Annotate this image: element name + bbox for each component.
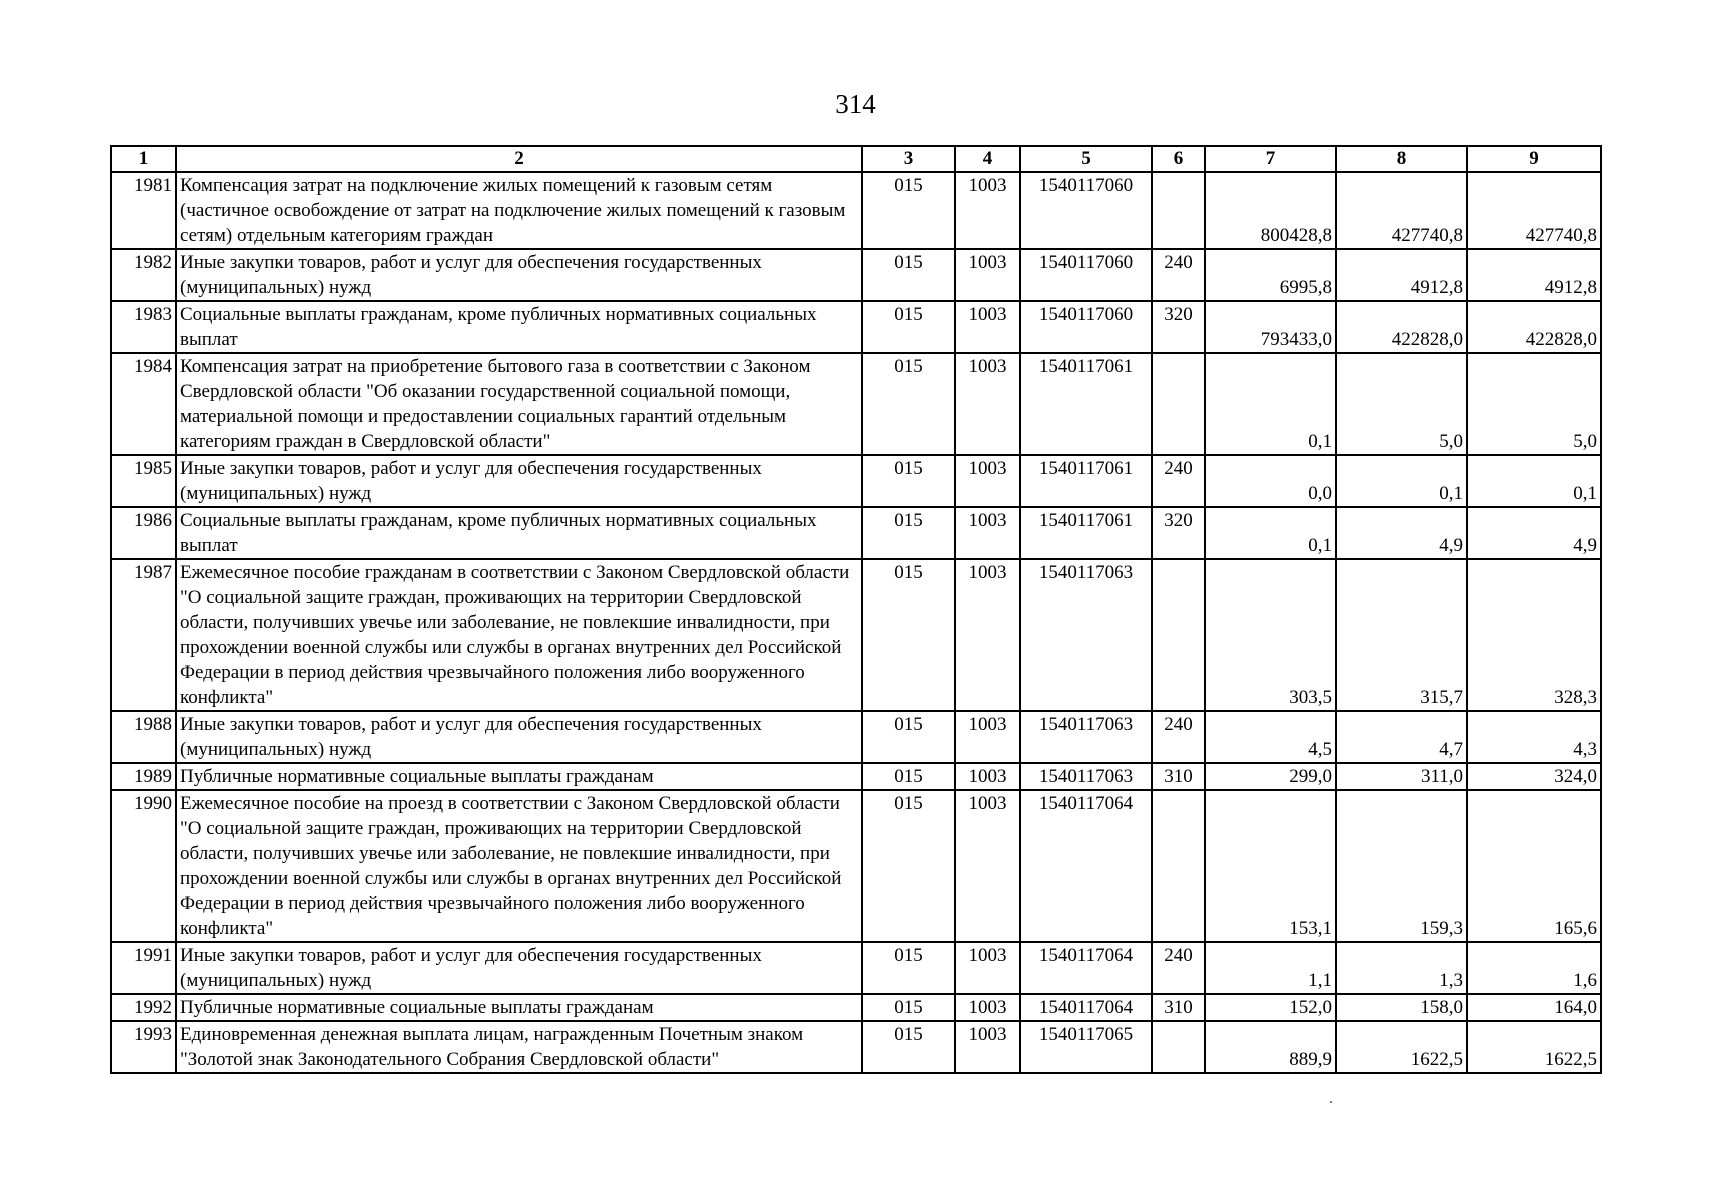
row-number-cell: 1989 xyxy=(111,763,176,790)
amount-7-cell: 800428,8 xyxy=(1205,172,1336,249)
amount-7-cell: 889,9 xyxy=(1205,1021,1336,1073)
code-6-cell xyxy=(1152,559,1205,711)
column-header-4: 4 xyxy=(955,146,1020,172)
page-number: 314 xyxy=(835,89,876,119)
code-3-cell: 015 xyxy=(862,559,955,711)
amount-8-cell: 5,0 xyxy=(1336,353,1467,455)
code-4-cell: 1003 xyxy=(955,172,1020,249)
code-3-cell: 015 xyxy=(862,942,955,994)
code-3-cell: 015 xyxy=(862,790,955,942)
code-5-cell: 1540117061 xyxy=(1020,353,1152,455)
table-row xyxy=(111,1021,1601,1073)
row-number-cell: 1981 xyxy=(111,172,176,249)
item-name-cell: Публичные нормативные социальные выплаты гражданам xyxy=(176,994,862,1021)
amount-7-cell: 1,1 xyxy=(1205,942,1336,994)
amount-8-cell: 4,7 xyxy=(1336,711,1467,763)
item-name-cell: Иные закупки товаров, работ и услуг для обеспечения государственных (муниципальных) нужд xyxy=(176,711,862,763)
code-5-cell: 1540117060 xyxy=(1020,172,1152,249)
table-row xyxy=(111,942,1601,994)
code-3-cell: 015 xyxy=(862,1021,955,1073)
amount-9-cell: 427740,8 xyxy=(1467,172,1601,249)
code-6-cell: 320 xyxy=(1152,507,1205,559)
header-row xyxy=(111,146,1601,172)
table-row xyxy=(111,301,1601,353)
row-number-cell: 1985 xyxy=(111,455,176,507)
code-4-cell: 1003 xyxy=(955,249,1020,301)
code-4-cell: 1003 xyxy=(955,711,1020,763)
amount-9-cell: 5,0 xyxy=(1467,353,1601,455)
table-row xyxy=(111,507,1601,559)
code-4-cell: 1003 xyxy=(955,763,1020,790)
code-3-cell: 015 xyxy=(862,301,955,353)
item-name-cell: Ежемесячное пособие на проезд в соответствии с Законом Свердловской области "О социальной защите граждан, проживающих на территории Свердловской области, получивших увечье или заболевание, не повлекшие инвалидности, при прохождении военной службы или службы в органах внутренних дел Российской Федерации в период действия чрезвычайного положения либо вооруженного конфликта" xyxy=(176,790,862,942)
item-name-cell: Публичные нормативные социальные выплаты гражданам xyxy=(176,763,862,790)
amount-9-cell: 165,6 xyxy=(1467,790,1601,942)
code-5-cell: 1540117063 xyxy=(1020,559,1152,711)
code-3-cell: 015 xyxy=(862,994,955,1021)
amount-9-cell: 4912,8 xyxy=(1467,249,1601,301)
code-4-cell: 1003 xyxy=(955,301,1020,353)
table-row xyxy=(111,790,1601,942)
amount-7-cell: 0,1 xyxy=(1205,353,1336,455)
row-number-cell: 1993 xyxy=(111,1021,176,1073)
code-5-cell: 1540117064 xyxy=(1020,994,1152,1021)
code-6-cell: 310 xyxy=(1152,994,1205,1021)
code-4-cell: 1003 xyxy=(955,559,1020,711)
code-5-cell: 1540117061 xyxy=(1020,507,1152,559)
amount-7-cell: 152,0 xyxy=(1205,994,1336,1021)
row-number-cell: 1988 xyxy=(111,711,176,763)
column-header-5: 5 xyxy=(1020,146,1152,172)
code-5-cell: 1540117065 xyxy=(1020,1021,1152,1073)
code-6-cell xyxy=(1152,1021,1205,1073)
table-body xyxy=(111,172,1601,1073)
code-5-cell: 1540117061 xyxy=(1020,455,1152,507)
amount-7-cell: 303,5 xyxy=(1205,559,1336,711)
amount-8-cell: 311,0 xyxy=(1336,763,1467,790)
item-name-cell: Иные закупки товаров, работ и услуг для обеспечения государственных (муниципальных) нужд xyxy=(176,249,862,301)
code-4-cell: 1003 xyxy=(955,1021,1020,1073)
code-3-cell: 015 xyxy=(862,763,955,790)
amount-7-cell: 793433,0 xyxy=(1205,301,1336,353)
table-row xyxy=(111,353,1601,455)
amount-9-cell: 164,0 xyxy=(1467,994,1601,1021)
table-header xyxy=(111,146,1601,172)
code-6-cell: 320 xyxy=(1152,301,1205,353)
code-3-cell: 015 xyxy=(862,711,955,763)
row-number-cell: 1984 xyxy=(111,353,176,455)
item-name-cell: Единовременная денежная выплата лицам, награжденным Почетным знаком "Золотой знак Законодательного Собрания Свердловской области" xyxy=(176,1021,862,1073)
column-header-8: 8 xyxy=(1336,146,1467,172)
table-row xyxy=(111,763,1601,790)
row-number-cell: 1990 xyxy=(111,790,176,942)
code-6-cell: 240 xyxy=(1152,249,1205,301)
amount-7-cell: 6995,8 xyxy=(1205,249,1336,301)
amount-8-cell: 422828,0 xyxy=(1336,301,1467,353)
code-4-cell: 1003 xyxy=(955,507,1020,559)
amount-9-cell: 328,3 xyxy=(1467,559,1601,711)
code-5-cell: 1540117063 xyxy=(1020,711,1152,763)
amount-7-cell: 0,0 xyxy=(1205,455,1336,507)
code-6-cell xyxy=(1152,353,1205,455)
amount-7-cell: 299,0 xyxy=(1205,763,1336,790)
code-6-cell: 240 xyxy=(1152,942,1205,994)
row-number-cell: 1982 xyxy=(111,249,176,301)
column-header-7: 7 xyxy=(1205,146,1336,172)
code-6-cell: 240 xyxy=(1152,455,1205,507)
item-name-cell: Социальные выплаты гражданам, кроме публичных нормативных социальных выплат xyxy=(176,507,862,559)
table-row xyxy=(111,994,1601,1021)
amount-8-cell: 4,9 xyxy=(1336,507,1467,559)
code-4-cell: 1003 xyxy=(955,942,1020,994)
column-header-3: 3 xyxy=(862,146,955,172)
row-number-cell: 1987 xyxy=(111,559,176,711)
code-3-cell: 015 xyxy=(862,353,955,455)
code-5-cell: 1540117060 xyxy=(1020,301,1152,353)
code-3-cell: 015 xyxy=(862,455,955,507)
amount-9-cell: 1622,5 xyxy=(1467,1021,1601,1073)
item-name-cell: Социальные выплаты гражданам, кроме публичных нормативных социальных выплат xyxy=(176,301,862,353)
amount-9-cell: 0,1 xyxy=(1467,455,1601,507)
row-number-cell: 1991 xyxy=(111,942,176,994)
code-5-cell: 1540117064 xyxy=(1020,942,1152,994)
amount-8-cell: 315,7 xyxy=(1336,559,1467,711)
amount-8-cell: 427740,8 xyxy=(1336,172,1467,249)
item-name-cell: Ежемесячное пособие гражданам в соответствии с Законом Свердловской области "О социальной защите граждан, проживающих на территории Свердловской области, получивших увечье или заболевание, не повлекшие инвалидности, при прохождении военной службы или службы в органах внутренних дел Российской Федерации в период действия чрезвычайного положения либо вооруженного конфликта" xyxy=(176,559,862,711)
code-6-cell: 240 xyxy=(1152,711,1205,763)
scan-speck xyxy=(1330,1101,1332,1103)
table-row xyxy=(111,172,1601,249)
amount-8-cell: 1622,5 xyxy=(1336,1021,1467,1073)
amount-9-cell: 324,0 xyxy=(1467,763,1601,790)
amount-8-cell: 1,3 xyxy=(1336,942,1467,994)
code-3-cell: 015 xyxy=(862,172,955,249)
table-row xyxy=(111,455,1601,507)
code-3-cell: 015 xyxy=(862,507,955,559)
amount-7-cell: 4,5 xyxy=(1205,711,1336,763)
code-5-cell: 1540117063 xyxy=(1020,763,1152,790)
column-header-2: 2 xyxy=(176,146,862,172)
code-5-cell: 1540117060 xyxy=(1020,249,1152,301)
code-3-cell: 015 xyxy=(862,249,955,301)
amount-9-cell: 1,6 xyxy=(1467,942,1601,994)
amount-8-cell: 159,3 xyxy=(1336,790,1467,942)
column-header-6: 6 xyxy=(1152,146,1205,172)
amount-7-cell: 153,1 xyxy=(1205,790,1336,942)
table-row xyxy=(111,711,1601,763)
item-name-cell: Компенсация затрат на приобретение бытового газа в соответствии с Законом Свердловской области "Об оказании государственной социальной помощи, материальной помощи и предоставлении социальных гарантий отдельным категориям граждан в Свердловской области" xyxy=(176,353,862,455)
table-row xyxy=(111,249,1601,301)
amount-9-cell: 422828,0 xyxy=(1467,301,1601,353)
item-name-cell: Иные закупки товаров, работ и услуг для обеспечения государственных (муниципальных) нужд xyxy=(176,942,862,994)
row-number-cell: 1992 xyxy=(111,994,176,1021)
code-5-cell: 1540117064 xyxy=(1020,790,1152,942)
item-name-cell: Иные закупки товаров, работ и услуг для обеспечения государственных (муниципальных) нужд xyxy=(176,455,862,507)
code-4-cell: 1003 xyxy=(955,790,1020,942)
column-header-1: 1 xyxy=(111,146,176,172)
amount-9-cell: 4,9 xyxy=(1467,507,1601,559)
amount-8-cell: 4912,8 xyxy=(1336,249,1467,301)
item-name-cell: Компенсация затрат на подключение жилых помещений к газовым сетям (частичное освобождение от затрат на подключение жилых помещений к газовым сетям) отдельным категориям граждан xyxy=(176,172,862,249)
column-header-9: 9 xyxy=(1467,146,1601,172)
table-row xyxy=(111,559,1601,711)
amount-9-cell: 4,3 xyxy=(1467,711,1601,763)
code-6-cell xyxy=(1152,172,1205,249)
amount-8-cell: 0,1 xyxy=(1336,455,1467,507)
code-4-cell: 1003 xyxy=(955,994,1020,1021)
code-6-cell xyxy=(1152,790,1205,942)
code-4-cell: 1003 xyxy=(955,353,1020,455)
code-4-cell: 1003 xyxy=(955,455,1020,507)
row-number-cell: 1983 xyxy=(111,301,176,353)
budget-table xyxy=(110,145,1602,1074)
amount-8-cell: 158,0 xyxy=(1336,994,1467,1021)
row-number-cell: 1986 xyxy=(111,507,176,559)
code-6-cell: 310 xyxy=(1152,763,1205,790)
amount-7-cell: 0,1 xyxy=(1205,507,1336,559)
